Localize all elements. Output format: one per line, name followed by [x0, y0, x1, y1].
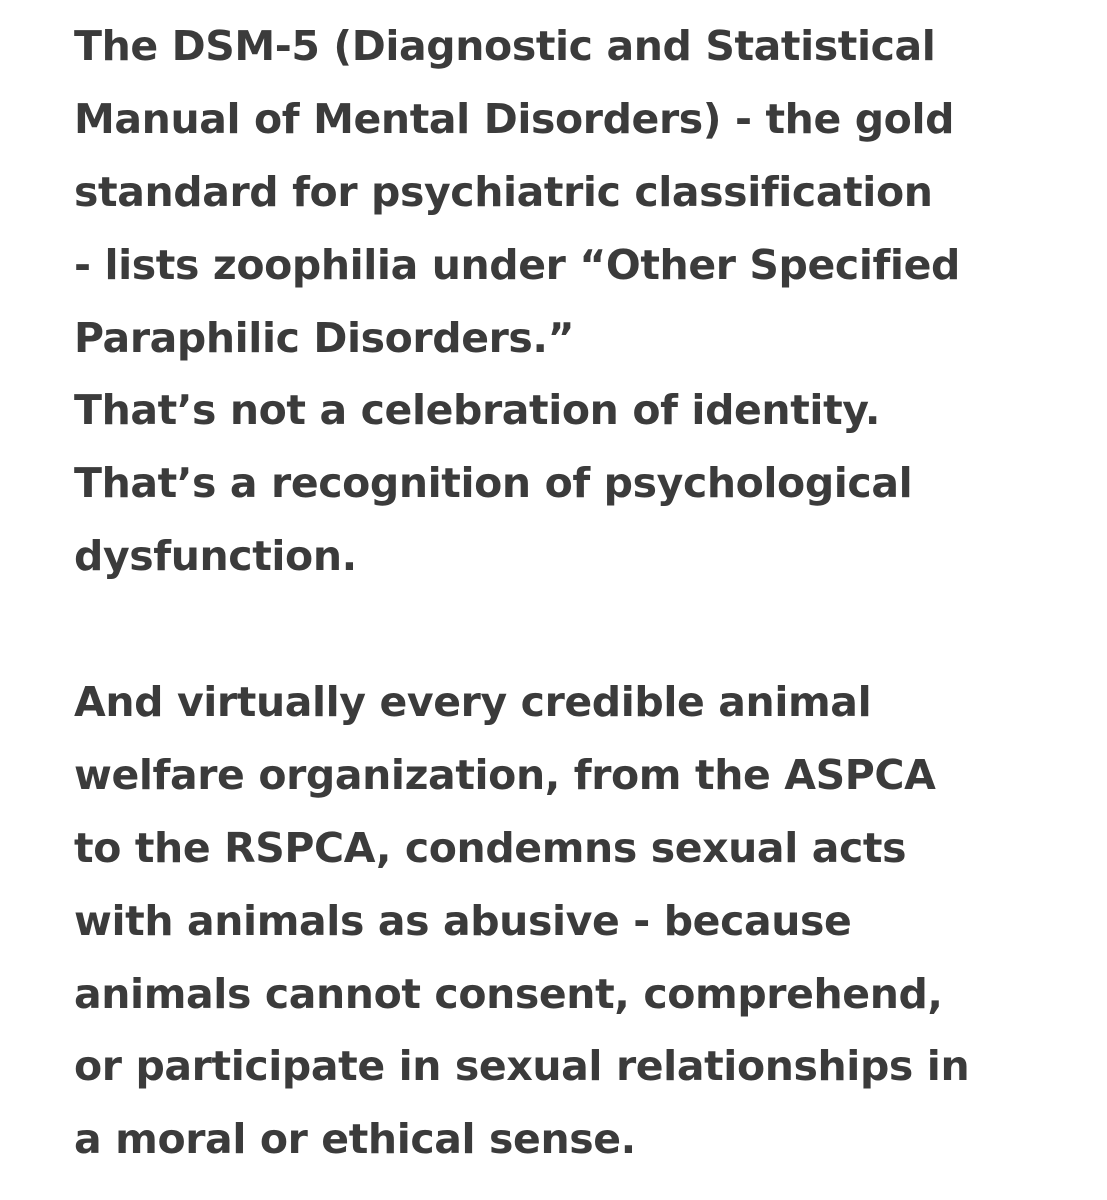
- text-line: welfare organization, from the ASPCA: [74, 750, 936, 799]
- paragraph-animal-welfare: [74, 666, 1074, 1176]
- paragraph-spacer: [74, 593, 1074, 666]
- text-line: That’s not a celebration of identity.: [74, 386, 881, 435]
- text-line: animals cannot consent, comprehend,: [74, 969, 943, 1018]
- paragraph-dsm5: [74, 10, 1074, 593]
- text-line: Paraphilic Disorders.”: [74, 313, 575, 362]
- text-line: The DSM-5 (Diagnostic and Statistical: [74, 22, 936, 70]
- text-line: standard for psychiatric classification: [74, 167, 933, 216]
- text-line: - lists zoophilia under “Other Specified: [74, 240, 960, 289]
- text-line: to the RSPCA, condemns sexual acts: [74, 823, 907, 872]
- text-line: And virtually every credible animal: [74, 678, 872, 727]
- text-line: That’s a recognition of psychological: [74, 459, 913, 508]
- text-line: dysfunction.: [74, 532, 357, 581]
- text-line: with animals as abusive - because: [74, 896, 852, 945]
- text-line: or participate in sexual relationships in: [74, 1042, 970, 1091]
- text-line: Manual of Mental Disorders) - the gold: [74, 94, 955, 143]
- note-body: [74, 10, 1074, 1176]
- text-line: a moral or ethical sense.: [74, 1115, 636, 1164]
